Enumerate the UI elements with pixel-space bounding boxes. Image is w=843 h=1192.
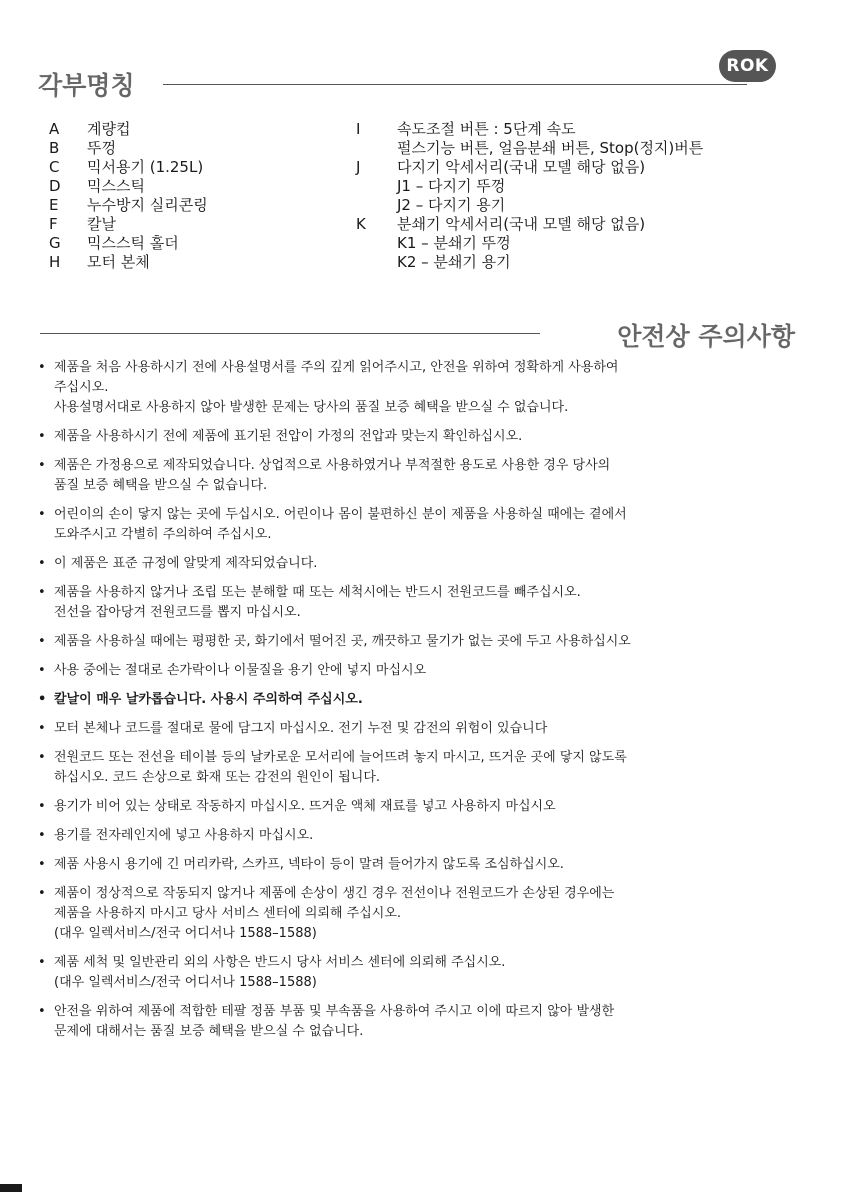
safety-note-line: 사용설명서대로 사용하지 않아 발생한 문제는 당사의 품질 보증 혜택을 받으실 수 없습니다. [54,400,569,415]
part-letter: F [49,215,58,233]
safety-heading: 안전상 주의사항 [617,322,795,351]
safety-note-line: 품질 보증 혜택을 받으실 수 없습니다. [54,478,268,493]
part-label: 분쇄기 악세서리(국내 모델 해당 없음) [397,215,646,233]
safety-note-line: 전선을 잡아당겨 전원코드를 뽑지 마십시오. [54,605,301,620]
safety-note [38,826,798,846]
parts-heading-rule [163,84,747,85]
part-letter: J [356,158,361,176]
bullet-icon: • [38,828,46,843]
part-letter: B [49,139,60,157]
part-sub-label: J1 – 다지기 뚜껑 [397,177,506,195]
part-label: 모터 본체 [87,253,150,271]
safety-note [38,953,798,993]
safety-note-line: 제품을 처음 사용하시기 전에 사용설명서를 주의 깊게 읽어주시고, 안전을 위하여 정확하게 사용하여 [54,360,619,375]
safety-note-line: 제품은 가정용으로 제작되었습니다. 상업적으로 사용하였거나 부적절한 용도로 사용한 경우 당사의 [54,458,611,473]
safety-note-line: 안전을 위하여 제품에 적합한 테팔 정품 부품 및 부속품을 사용하여 주시고 이에 따르지 않아 발생한 [54,1004,615,1019]
safety-note-line: 칼날이 매우 날카롭습니다. 사용시 주의하여 주십시오. [54,692,363,707]
bullet-icon: • [38,458,46,473]
safety-note-line: 어린이의 손이 닿지 않는 곳에 두십시오. 어린이나 몸이 불편하신 분이 제품을 사용하실 때에는 곁에서 [54,507,627,522]
bullet-icon: • [38,360,46,375]
safety-note [38,690,798,710]
safety-note [38,358,798,418]
part-letter: I [356,120,361,138]
safety-notes-list [38,358,798,1051]
bullet-icon: • [38,857,46,872]
bullet-icon: • [38,692,47,707]
part-label: 칼날 [87,215,116,233]
safety-note-line: 제품을 사용하지 마시고 당사 서비스 센터에 의뢰해 주십시오. [54,906,402,921]
bullet-icon: • [38,1004,46,1019]
part-letter: E [49,196,59,214]
part-letter: K [356,215,366,233]
safety-note-line: 제품을 사용하실 때에는 평평한 곳, 화기에서 떨어진 곳, 깨끗하고 물기가 없는 곳에 두고 사용하십시오 [54,634,631,649]
safety-note [38,797,798,817]
safety-note [38,583,798,623]
safety-note [38,661,798,681]
safety-note-line: 제품을 사용하지 않거나 조립 또는 분해할 때 또는 세척시에는 반드시 전원코드를 빼주십시오. [54,585,581,600]
safety-note [38,505,798,545]
safety-heading-rule [40,333,540,334]
safety-note-line: 제품을 사용하시기 전에 제품에 표기된 전압이 가정의 전압과 맞는지 확인하십시오. [54,429,523,444]
part-label: 다지기 악세서리(국내 모델 해당 없음) [397,158,646,176]
part-label: 믹서용기 (1.25L) [87,158,204,176]
safety-note-line: 제품 사용시 용기에 긴 머리카락, 스카프, 넥타이 등이 말려 들어가지 않도록 조심하십시오. [54,857,564,872]
safety-note-line: (대우 일렉서비스/전국 어디서나 1588–1588) [54,975,317,990]
bullet-icon: • [38,721,46,736]
bullet-icon: • [38,886,46,901]
safety-note-line: 용기가 비어 있는 상태로 작동하지 마십시오. 뜨거운 액체 재료를 넣고 사용하지 마십시오 [54,799,556,814]
part-letter: G [49,234,61,252]
safety-note [38,427,798,447]
bullet-icon: • [38,663,46,678]
part-label: 계량컵 [87,120,131,138]
safety-note-line: 제품 세척 및 일반관리 외의 사항은 반드시 당사 서비스 센터에 의뢰해 주십시오. [54,955,506,970]
safety-note-line: 용기를 전자레인지에 넣고 사용하지 마십시오. [54,828,314,843]
bullet-icon: • [38,799,46,814]
bullet-icon: • [38,429,46,444]
part-letter: H [49,253,61,271]
bullet-icon: • [38,585,46,600]
parts-heading: 각부명칭 [38,71,135,100]
part-letter: A [49,120,60,138]
bullet-icon: • [38,955,46,970]
safety-note-line: 이 제품은 표준 규정에 알맞게 제작되었습니다. [54,556,318,571]
safety-note-line: 주십시오. [54,380,109,395]
safety-note-line: 하십시오. 코드 손상으로 화재 또는 감전의 원인이 됩니다. [54,770,381,785]
safety-note-line: 문제에 대해서는 품질 보증 혜택을 받으실 수 없습니다. [54,1024,364,1039]
part-label: 속도조절 버튼 : 5단계 속도 [397,120,576,138]
part-letter: D [49,177,61,195]
part-sub-label: 펄스기능 버튼, 얼음분쇄 버튼, Stop(정지)버튼 [397,139,704,157]
part-letter: C [49,158,60,176]
page-edge-mark [0,1184,22,1192]
safety-note-line: 도와주시고 각별히 주의하여 주십시오. [54,527,272,542]
safety-note [38,554,798,574]
safety-note [38,748,798,788]
safety-note [38,884,798,944]
safety-note [38,1002,798,1042]
safety-note [38,855,798,875]
safety-note [38,456,798,496]
bullet-icon: • [38,750,46,765]
bullet-icon: • [38,556,46,571]
part-sub-label: K1 – 분쇄기 뚜껑 [397,234,511,252]
part-label: 누수방지 실리콘링 [87,196,208,214]
part-sub-label: K2 – 분쇄기 용기 [397,253,511,271]
language-badge: ROK [719,50,776,82]
safety-note-line: (대우 일렉서비스/전국 어디서나 1588–1588) [54,926,317,941]
safety-note-line: 제품이 정상적으로 작동되지 않거나 제품에 손상이 생긴 경우 전선이나 전원코드가 손상된 경우에는 [54,886,615,901]
safety-note-line: 모터 본체나 코드를 절대로 물에 담그지 마십시오. 전기 누전 및 감전의 위험이 있습니다 [54,721,548,736]
part-label: 뚜껑 [87,139,116,157]
part-label: 믹스스틱 홀더 [87,234,179,252]
part-label: 믹스스틱 [87,177,145,195]
safety-note-line: 사용 중에는 절대로 손가락이나 이물질을 용기 안에 넣지 마십시오 [54,663,427,678]
bullet-icon: • [38,634,46,649]
safety-note [38,632,798,652]
bullet-icon: • [38,507,46,522]
part-sub-label: J2 – 다지기 용기 [397,196,506,214]
safety-note-line: 전원코드 또는 전선을 테이블 등의 날카로운 모서리에 늘어뜨려 놓지 마시고, 뜨거운 곳에 닿지 않도록 [54,750,627,765]
safety-note [38,719,798,739]
